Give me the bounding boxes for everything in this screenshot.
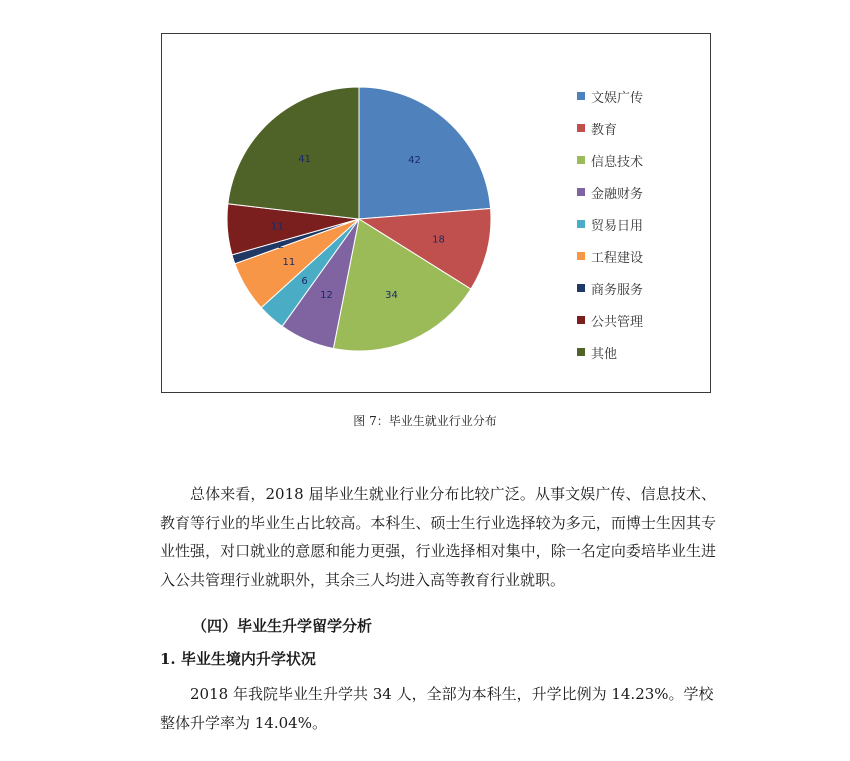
legend-label: 文娱广传 [591, 90, 644, 106]
legend-item [577, 240, 643, 272]
legend-item [577, 176, 643, 208]
legend-label: 其他 [591, 346, 618, 362]
chart-legend [577, 80, 643, 368]
legend-label: 教育 [591, 122, 618, 138]
slice-data-label: 6 [301, 276, 308, 288]
slice-data-label: 41 [298, 153, 311, 165]
subsection-heading: 1. 毕业生境内升学状况 [160, 650, 316, 668]
legend-item [577, 112, 643, 144]
slice-data-label: 11 [271, 221, 284, 233]
legend-swatch [577, 188, 585, 196]
legend-item [577, 80, 643, 112]
legend-item [577, 304, 643, 336]
legend-swatch [577, 348, 585, 356]
legend-label: 工程建设 [591, 250, 644, 266]
legend-label: 贸易日用 [591, 218, 644, 234]
slice-data-label: 12 [320, 290, 333, 302]
legend-item [577, 336, 643, 368]
legend-label: 公共管理 [591, 314, 644, 330]
pie-slice [359, 87, 491, 219]
slice-data-label: 11 [282, 257, 296, 269]
slice-data-label: 34 [385, 290, 398, 302]
body-paragraph: 2018 年我院毕业生升学共 34 人，全部为本科生，升学比例为 14.23%。学校整体升学率为 14.04%。 [160, 685, 714, 732]
legend-swatch [577, 92, 585, 100]
figure-caption: 图 7：毕业生就业行业分布 [353, 414, 497, 428]
legend-swatch [577, 124, 585, 132]
legend-swatch [577, 316, 585, 324]
section-heading: （四）毕业生升学留学分析 [192, 617, 373, 635]
slice-data-label: 2 [277, 240, 285, 252]
legend-swatch [577, 156, 585, 164]
legend-swatch [577, 252, 585, 260]
pie-chart [161, 33, 711, 393]
legend-swatch [577, 220, 585, 228]
legend-item [577, 272, 643, 304]
slice-data-label: 18 [432, 234, 445, 246]
legend-label: 商务服务 [591, 282, 644, 298]
legend-label: 金融财务 [591, 186, 644, 202]
legend-swatch [577, 284, 585, 292]
pie-slice [228, 87, 359, 219]
legend-item [577, 144, 643, 176]
legend-item [577, 208, 643, 240]
body-paragraph: 总体来看，2018 届毕业生就业行业分布比较广泛。从事文娱广传、信息技术、教育等行业的毕业生占比较高。本科生、硕士生行业选择较为多元，而博士生因其专业性强，对口就业的意愿和能力更强，行业选择相对集中，除一名定向委培毕业生进入公共管理行业就职外，其余三人均进入高等教育行业就职。 [160, 485, 716, 589]
slice-data-label: 42 [408, 154, 421, 166]
legend-label: 信息技术 [591, 154, 644, 170]
